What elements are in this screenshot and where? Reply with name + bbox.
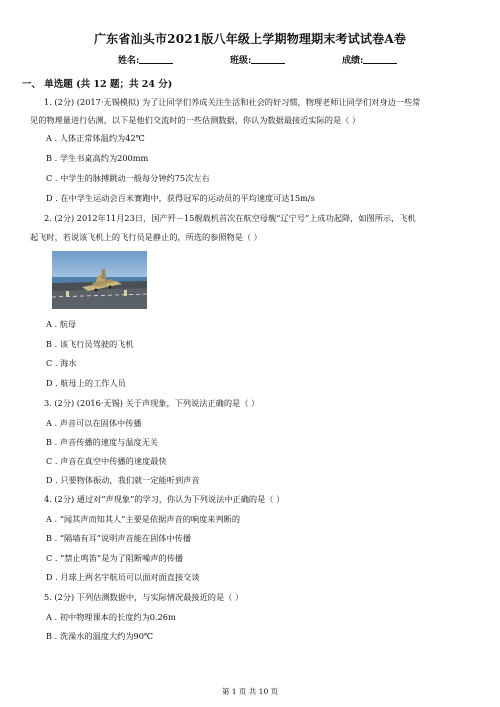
question-stem: 3. (2分) (2016·无锡) 关于声现象，下列说法正确的是（ ） xyxy=(44,398,260,408)
option-b: B . 声音传播的速度与温度无关 xyxy=(46,437,159,447)
option-d: D . 只要物体振动，我们就一定能听到声音 xyxy=(46,475,200,485)
name-label: 姓名: xyxy=(118,56,140,66)
question-stem: 4. (2分) 通过对“声现象”的学习，你认为下列说法中正确的是（ ） xyxy=(44,494,285,504)
option-c: C . 声音在真空中传播的速度最快 xyxy=(46,456,167,466)
name-blank xyxy=(139,54,173,64)
jet-on-carrier-illustration xyxy=(52,251,147,309)
option-b: B . 洗澡水的温度大约为90℃ xyxy=(46,631,154,641)
option-c: C . 中学生的脉搏跳动一般每分钟约75次左右 xyxy=(46,173,210,183)
option-a: A . 初中物理课本的长度约为0.26m xyxy=(46,612,176,622)
option-d: D . 月球上两名宇航员可以面对面直接交谈 xyxy=(46,572,200,582)
aircraft-carrier-photo xyxy=(52,251,147,309)
score-field xyxy=(342,53,397,66)
question-stem-cont: 起飞时，若说该飞机上的飞行员是静止的，所选的参照物是（ ） xyxy=(30,232,262,242)
name-field xyxy=(118,53,173,66)
question-stem: 2. (2分) 2012年11月23日，国产歼－15舰载机首次在航空母舰“辽宁号”上成功起降，如图所示，飞机 xyxy=(44,213,416,223)
exam-title: 广东省汕头市2021版八年级上学期物理期末考试试卷A卷 xyxy=(93,32,407,46)
question-stem: 1. (2分) (2017·无锡模拟) 为了让同学们养成关注生活和社会的好习惯，物理老师让同学们对身边一些常 xyxy=(44,97,421,107)
option-c: C . 海水 xyxy=(46,358,77,368)
class-label: 班级: xyxy=(230,56,252,66)
option-a: A . 声音可以在固体中传播 xyxy=(46,418,142,428)
class-field xyxy=(230,53,285,66)
option-c: C . “禁止鸣笛”是为了阻断噪声的传播 xyxy=(46,553,184,563)
question-stem-cont: 见的物理量进行估测，以下是他们交流时的一些估测数据，你认为数据最接近实际的是（ ） xyxy=(30,115,361,125)
section-heading: 一、 单选题 (共 12 题；共 24 分) xyxy=(22,79,173,90)
class-blank xyxy=(251,54,285,64)
question-stem: 5. (2分) 下列估测数据中，与实际情况最接近的是（ ） xyxy=(44,592,244,602)
score-blank xyxy=(363,54,397,64)
option-b: B . 该飞行员驾驶的飞机 xyxy=(46,339,134,349)
option-a: A . “闻其声而知其人”主要是依据声音的响度来判断的 xyxy=(46,514,241,524)
option-a: A . 航母 xyxy=(46,319,77,329)
option-b: B . 学生书桌高约为200mm xyxy=(46,153,149,163)
page-footer: 第 1 页 共 10 页 xyxy=(221,687,279,696)
option-b: B . “隔墙有耳”说明声音能在固体中传播 xyxy=(46,533,192,543)
score-label: 成绩: xyxy=(342,56,364,66)
option-d: D . 航母上的工作人员 xyxy=(46,378,126,388)
option-d: D . 在中学生运动会百米赛跑中，获得冠军的运动员的平均速度可达15m/s xyxy=(46,193,315,203)
option-a: A . 人体正常体温约为42℃ xyxy=(46,133,145,143)
